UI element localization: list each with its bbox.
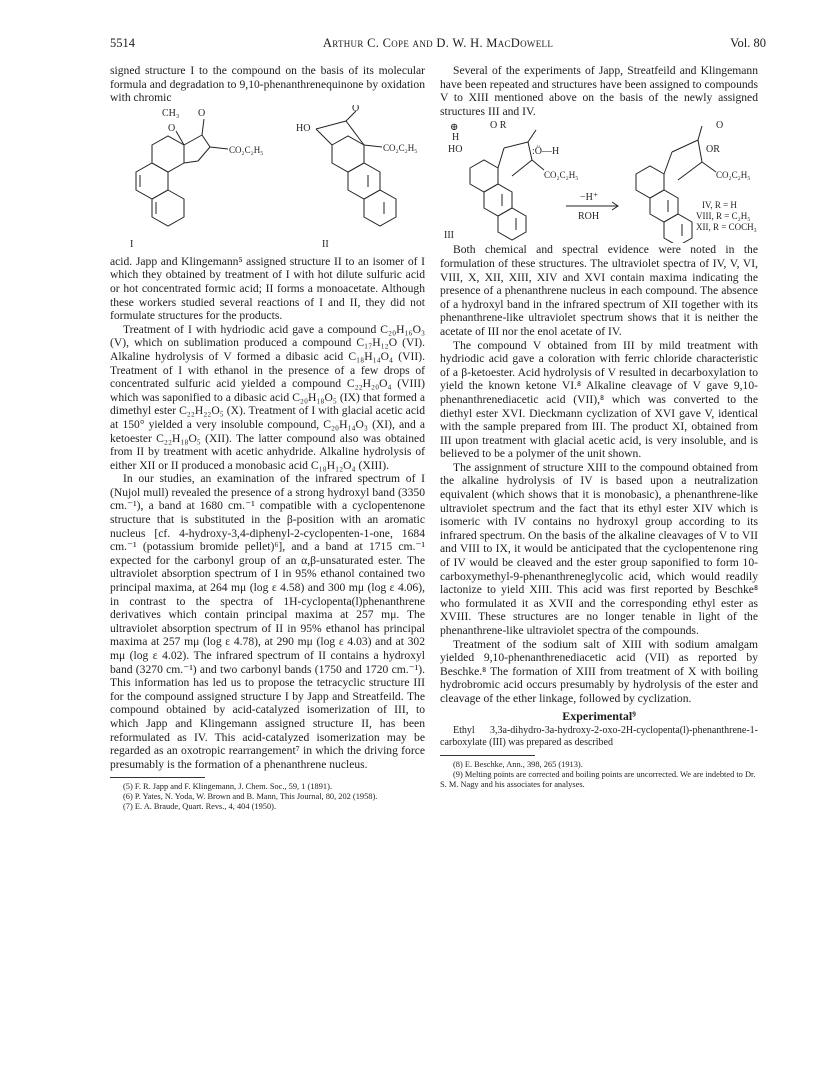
experimental-heading: Experimental⁹ <box>562 708 636 723</box>
fig2-or-right: OR <box>706 144 720 156</box>
fig2-label-III: III <box>444 230 454 242</box>
fig2-o-h: :Ö—H <box>532 146 560 158</box>
footnote-8: (8) E. Beschke, Ann., 398, 265 (1913). <box>453 760 583 770</box>
footnote-rule-right <box>440 755 535 756</box>
page-number: 5514 <box>110 36 135 50</box>
fig1-label-I: I <box>130 238 134 250</box>
structures-III-IV-figure <box>440 118 758 243</box>
right-paragraph-2: Both chemical and spectral evidence were noted in the formulation of these structures. The ultraviolet spectra of IV, V, VI, VIII, X, XII, XIII, XIV and XVI contain maxima indicating the presence of a phenanthrene nucleus in each compound. The absence of a hydroxyl band in the infrared spectrum of XII together with its phenanthrene-like ultraviolet spectrum shows that it is neither the acetate of III nor the enol acetate of IV. <box>440 243 758 338</box>
volume-label: Vol. 80 <box>730 36 766 50</box>
footnote-7: (7) E. A. Braude, Quart. Revs., 4, 404 (1950). <box>123 802 277 812</box>
fig2-roh: ROH <box>578 211 600 223</box>
footnote-9: (9) Melting points are corrected and boiling points are uncorrected. We are indebted to Dr. S. M. Nagy and his associates for analyses. <box>440 770 756 790</box>
fig2-o-right: O <box>716 120 724 132</box>
fig1-co2c2h5-a: CO₂C₂H₅ <box>229 144 264 155</box>
left-column <box>110 64 425 812</box>
fig1-ho: HO <box>296 122 311 134</box>
fig1-o-top: O <box>198 107 206 119</box>
fig2-minus-h: −H⁺ <box>580 192 599 204</box>
footnote-5: (5) F. R. Japp and F. Klingemann, J. Chem. Soc., 59, 1 (1891). <box>123 782 332 792</box>
left-paragraph-4: In our studies, an examination of the infrared spectrum of I (Nujol mull) revealed the presence of a strong hydroxyl band (3350 cm.⁻¹), a band at 1680 cm.⁻¹ compatible with a cyclopentenone structure that is substituted in the β-position with an aromatic nucleus [cf. 4-hydroxy-3,4-diphenyl-2-cyclopenten-1-one, 1684 cm.⁻¹ (potassium bromide pellet)⁶], and a band at 1715 cm.⁻¹ expected for the carbonyl group of an α,β-unsaturated ester. The ultraviolet absorption spectrum of I in 95% ethanol contained two principal maxima, at 264 mμ (log ε 4.58) and 300 mμ (log ε 4.06), in contrast to the spectra of 1H-cyclopenta(l)phenanthrene derivatives which contain principal maxima at 257 mμ. The ultraviolet absorption spectrum of II in 95% ethanol has principal maxima at 257 mμ (log ε 4.78), at 290 mμ (log ε 4.03) and at 302 mμ (log ε 4.02). The infrared spectrum of II contains a hydroxyl band (3270 cm.⁻¹) and two carbonyl bands (1750 and 1720 cm.⁻¹). This information has led us to propose the tetracyclic structure III for the compound assigned structure I by Japp and Streatfeild. The compound obtained by acid-catalyzed isomerization of III, to which Japp and Klingemann assigned structure II, has been reformulated as IV. This acid-catalyzed isomerization may be regarded as an oxotropic rearrangement⁷ in which the driving force presumably is the formation of a phenanthrene nucleus. <box>110 472 425 771</box>
fig2-r-line-2: VIII, R = C₂H₅ <box>696 211 751 222</box>
footnote-rule-left <box>110 777 205 778</box>
fig1-o-left: O <box>168 122 176 134</box>
right-paragraph-1: Several of the experiments of Japp, Streatfeild and Klingemann have been repeated and structures have been assigned to compounds V to XIII mentioned above on the basis of the newly assigned structures III and IV. <box>440 64 758 118</box>
right-column <box>440 64 758 790</box>
page-header <box>110 36 766 54</box>
fig1-co2c2h5-b: CO₂C₂H₅ <box>383 142 418 153</box>
fig2-plus: ⊕ <box>450 122 459 134</box>
fig2-co2c2h5-b: CO₂C₂H₅ <box>716 170 751 181</box>
right-paragraph-5: Treatment of the sodium salt of XIII with sodium amalgam yielded 9,10-phenanthrenediacetic acid (VII) as reported by Beschke.⁸ The formation of XIII from treatment of X with boiling hydrobromic acid occurs presumably by hydrolysis of the ester and cleavage of the ether linkage, followed by cyclization. <box>440 637 758 705</box>
right-paragraph-4: The assignment of structure XIII to the compound obtained from the alkaline hydrolysis of IV is based upon a neutralization equivalent (which shows that it is monobasic), a phenanthrene-like ultraviolet spectrum and the fact that its ethyl ester XIV which is isomeric with IV contains no hydroxyl group according to its infrared spectrum. On the basis of the alkaline cleavages of V to VII and VIII to IX, it would be anticipated that the cyclopentenone ring of IV would be cleaved and the ester group saponified to form 10-carboxymethyl-9-phenanthreneglycolic acid, which would readily lactonize to yield XIII. This acid was first reported by Beschke⁸ who formulated it as XVII and the corresponding ethyl ester as XVIII. These structures are no longer tenable in light of the phenanthrene-like ultraviolet spectra of the compounds. <box>440 460 758 637</box>
fig2-or-top: O R <box>490 120 507 132</box>
right-paragraph-3: The compound V obtained from III by mild treatment with hydriodic acid gave a coloration with ferric chloride characteristic of a β-ketoester. Acid hydrolysis of V resulted in decarboxylation to yield the known ketone VI.⁸ Alkaline cleavage of V gave 9,10-phenanthrenediacetic acid (VII),⁸ which was converted to the diethyl ester XVI. Dieckmann cyclization of XVI gave V, identical with the sample prepared from III. The product XI, obtained from III upon treatment with glacial acetic acid, is very insoluble, and is believed to be a polymer of the unit shown. <box>440 338 758 461</box>
fig2-r-line-3: XII, R = COCH₃ <box>696 222 757 233</box>
experimental-text: Ethyl 3,3a-dihydro-3a-hydroxy-2-oxo-2H-cyclopenta(l)-phenanthrene-1-carboxylate (III) was prepared as described <box>440 725 758 749</box>
left-paragraph-2: acid. Japp and Klingemann⁵ assigned structure II to an isomer of I which they obtained by treatment of I with hot dilute sulfuric acid or hot concentrated formic acid; II forms a monoacetate. Although these workers studied several reactions of I and II, they did not formulate structures for the products. <box>110 254 425 323</box>
left-paragraph-3: Treatment of I with hydriodic acid gave a compound C₂₀H₁₆O₃ (V), which on sublimation produced a compound C₁₇H₁₂O (VI). Alkaline hydrolysis of V formed a dibasic acid C₁₈H₁₄O₄ (VII). Treatment of I with ethanol in the presence of a few drops of concentrated sulfuric acid yielded a compound C₂₂H₂₀O₄ (VIII) which was saponified to a dibasic acid C₂₀H₁₈O₅ (IX) that formed a dimethyl ester C₂₂H₂₂O₅ (X). Treatment of I with glacial acetic acid at 150° yielded a very insoluble compound, C₂₀H₁₄O₃ (XI), and a ketoester C₂₂H₁₈O₅ (XII). The latter compound also was obtained from II by treatment with acetic anhydride. Alkaline hydrolysis of either XII or II produced a monobasic acid C₁₈H₁₂O₄ (XIII). <box>110 322 425 472</box>
fig2-co2c2h5-a: CO₂C₂H₅ <box>544 170 579 181</box>
fig2-r-line-1: IV, R = H <box>702 200 737 211</box>
footnote-6: (6) P. Yates, N. Yoda, W. Brown and B. Mann, This Journal, 80, 202 (1958). <box>123 792 378 802</box>
fig1-ch3: CH₃ <box>162 107 180 119</box>
running-authors: Arthur C. Cope and D. W. H. MacDowell <box>322 36 554 50</box>
fig1-label-II: II <box>322 238 329 250</box>
structures-I-II-figure <box>110 105 425 255</box>
fig2-ho: HO <box>448 144 463 156</box>
fig1-o-top-2: O <box>352 104 360 114</box>
left-paragraph-1: signed structure I to the compound on the basis of its molecular formula and degradation to 9,10-phenanthrenequinone by oxidation with chromic <box>110 64 425 105</box>
fig2-h: H <box>452 132 460 144</box>
